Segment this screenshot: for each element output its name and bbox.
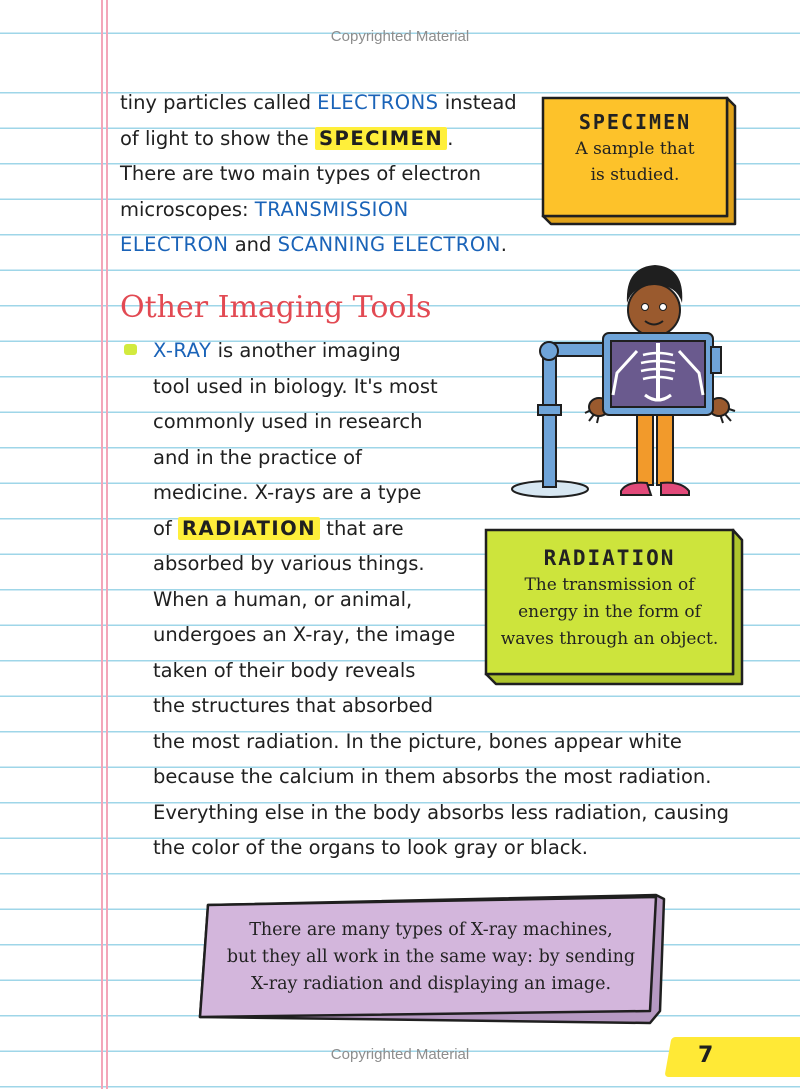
radiation-box-line-1: The transmission of bbox=[524, 575, 695, 595]
xray-line-1: X-RAY is another imaging bbox=[153, 339, 401, 362]
specimen-box-line-2: is studied. bbox=[590, 165, 680, 185]
specimen-box-line-1: A sample that bbox=[575, 139, 695, 159]
note-box-line-1: There are many types of X-ray machines, bbox=[249, 920, 613, 940]
copyright-top: Copyrighted Material bbox=[330, 28, 470, 45]
section-heading: Other Imaging Tools bbox=[120, 290, 432, 325]
xray-line-13: because the calcium in them absorbs the most radiation. bbox=[153, 765, 712, 788]
xray-line-12: the most radiation. In the picture, bones appear white bbox=[153, 729, 682, 753]
page-number: 7 bbox=[698, 1043, 714, 1068]
specimen-definition-box bbox=[541, 96, 737, 226]
keyword-electrons: ELECTRONS bbox=[317, 91, 439, 114]
copyright-bottom: Copyrighted Material bbox=[330, 1046, 470, 1063]
xray-line-4: and in the practice of bbox=[153, 445, 362, 469]
radiation-box-line-2: energy in the form of bbox=[518, 602, 701, 622]
intro-line-3: There are two main types of electron bbox=[120, 162, 481, 185]
intro-line-1: tiny particles called ELECTRONS instead bbox=[120, 91, 517, 114]
specimen-box-title: SPECIMEN bbox=[578, 110, 692, 134]
intro-paragraph bbox=[120, 85, 517, 263]
xray-line-3: commonly used in research bbox=[153, 410, 423, 433]
radiation-box-line-3: waves through an object. bbox=[500, 629, 719, 649]
bullet-marker bbox=[124, 344, 137, 355]
notebook-margin-line bbox=[101, 0, 103, 1089]
person-xray-machine-icon bbox=[505, 255, 750, 505]
highlight-radiation: RADIATION bbox=[178, 517, 320, 540]
note-box-line-3: X-ray radiation and displaying an image. bbox=[250, 974, 612, 994]
page-number-tab bbox=[664, 1037, 800, 1077]
xray-line-11: the structures that absorbed bbox=[153, 694, 434, 717]
intro-line-5: ELECTRON and SCANNING ELECTRON. bbox=[120, 233, 507, 256]
xray-line-14: Everything else in the body absorbs less radiation, causing bbox=[153, 800, 730, 824]
highlight-specimen: SPECIMEN bbox=[315, 127, 447, 150]
keyword-x-ray: X-RAY bbox=[153, 339, 212, 362]
xray-line-9: undergoes an X-ray, the image bbox=[153, 623, 456, 646]
xray-note-box bbox=[198, 893, 670, 1027]
xray-line-7: absorbed by various things. bbox=[153, 552, 425, 575]
keyword-scanning-electron: SCANNING ELECTRON bbox=[277, 233, 501, 256]
xray-line-2: tool used in biology. It's most bbox=[153, 374, 438, 398]
radiation-definition-box bbox=[484, 528, 746, 688]
keyword-transmission: TRANSMISSION bbox=[254, 197, 409, 221]
xray-line-10: taken of their body reveals bbox=[153, 658, 416, 682]
note-box-line-2: but they all work in the same way: by sending bbox=[226, 947, 636, 967]
radiation-box-title: RADIATION bbox=[543, 546, 676, 570]
intro-line-2: of light to show the SPECIMEN . bbox=[120, 126, 454, 150]
xray-line-15: the color of the organs to look gray or black. bbox=[153, 836, 588, 859]
keyword-electron: ELECTRON bbox=[120, 233, 229, 256]
notebook-margin-line-2 bbox=[106, 0, 108, 1089]
xray-line-6: of RADIATION that are bbox=[153, 516, 404, 540]
intro-line-4: microscopes: TRANSMISSION bbox=[120, 197, 409, 221]
xray-line-8: When a human, or animal, bbox=[153, 587, 413, 611]
xray-line-5: medicine. X-rays are a type bbox=[153, 481, 422, 504]
